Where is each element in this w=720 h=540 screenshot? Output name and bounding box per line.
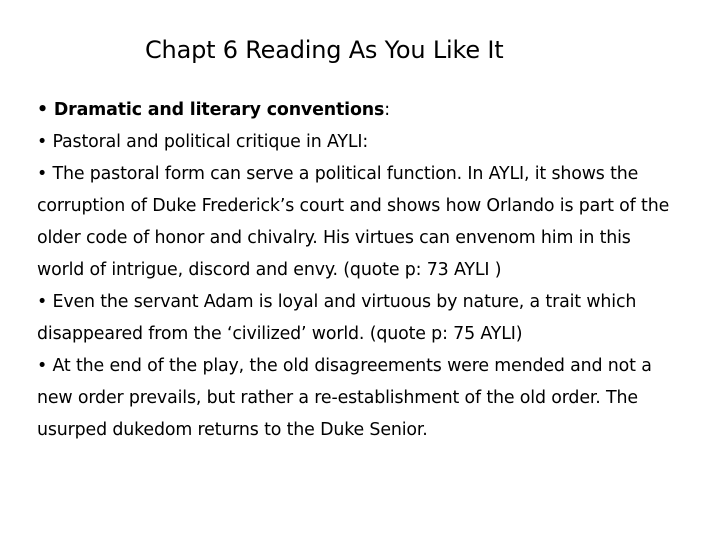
slide-title: Chapt 6 Reading As You Like It [145,36,504,64]
bullet-dramatic-conventions [37,94,677,126]
bullet-servant-adam: • Even the servant Adam is loyal and virtuous by nature, a trait which disappeared from the ‘civilized’ world. (quote p: 75 AYLI) [37,292,637,344]
slide-body [37,94,677,446]
bullet-pastoral-political-function: • The pastoral form can serve a political function. In AYLI, it shows the corruption of Duke Frederick’s court and shows how Orlando is part of the older code of honor and chivalry. His virtues can envenom him in this world of intrigue, discord and envy. (quote p: 73 AYLI ) [37,164,670,280]
bullet-end-of-play: • At the end of the play, the old disagreements were mended and not a new order prevails, but rather a re-establishment of the old order. The usurped dukedom returns to the Duke Senior. [37,356,652,440]
bullet-bold-heading: • Dramatic and literary conventions [37,100,385,120]
bullet-heading-colon: : [384,100,390,120]
bullet-pastoral-critique: • Pastoral and political critique in AYLI: [37,132,369,152]
